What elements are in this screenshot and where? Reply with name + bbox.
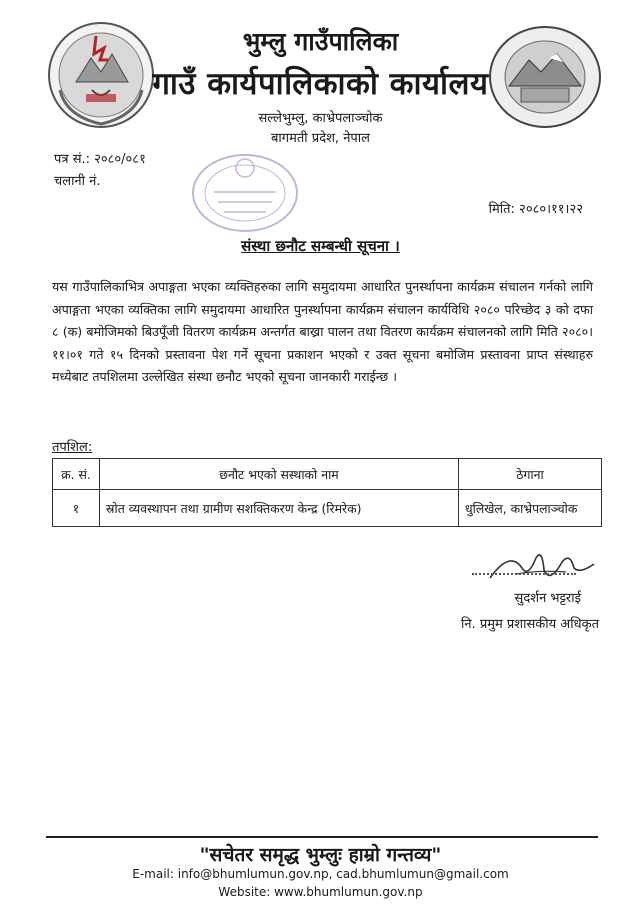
footer-motto: "सचेतर समृद्ध भुम्लुः हाम्रो गन्तव्य": [199, 844, 442, 866]
column-header-name: छनौट भएको सस्थाको नाम: [100, 459, 459, 490]
address-line-1: सल्लेभुम्लु, काभ्रेपलाञ्चोक: [258, 111, 383, 126]
letter-number: पत्र सं.: २०८०/०८१: [54, 152, 146, 167]
signatory-name: सुदर्शन भट्टराई: [514, 591, 581, 606]
office-stamp: [190, 150, 300, 236]
footer-email: E-mail: info@bhumlumun.gov.np, cad.bhumlumun@gmail.com: [132, 867, 509, 881]
notice-date: मिति: २०८०।११।२२: [488, 202, 583, 217]
org-name: भुम्लु गाउँपालिका: [242, 27, 399, 56]
footer-website: Website: www.bhumlumun.gov.np: [218, 885, 423, 899]
notice-subject: संस्था छनौट सम्बन्धी सूचना ।: [241, 237, 400, 255]
dispatch-number: चलानी नं.: [54, 174, 101, 189]
table-caption: तपशिल:: [52, 440, 93, 455]
column-header-serial: क्र. सं.: [53, 459, 100, 490]
selected-organizations-table: [52, 458, 602, 527]
cell-organization-name: स्रोत व्यवस्थापन तथा ग्रामीण सशक्तिकरण केन्द्र (रिमरेक): [100, 490, 459, 527]
signatory-title: नि. प्रमुम प्रशासकीय अधिकृत: [460, 617, 599, 632]
notice-body: यस गाउँपालिकाभित्र अपाङ्गता भएका व्यक्तिहरुका लागि समुदायमा आधारित पुनर्स्थापना कार्यक्रम संचालन गर्नको लागि अपाङ्गता भएका व्यक्तिका लागि समुदायमा आधारित पुनर्स्थापना कार्यक्रम संचालन कार्यविधि २०८० परिच्छेद ३ को दफा ८ (क) बमोजिमको बिउपूँजी वितरण कार्यक्रम अन्तर्गत बाख्रा पालन तथा वितरण कार्यक्रम संचालनको लागि मिति २०८०।११।०१ गते १५ दिनको प्रस्तावना पेश गर्ने सूचना प्रकाशन भएको र उक्त सूचना बमोजिम प्रस्तावना प्राप्त संस्थाहरु मध्येबाट तपशिलमा उल्लेखित संस्था छनौट भएको सूचना जानकारी गराईन्छ ।: [52, 279, 593, 385]
signature-line: [472, 573, 576, 575]
address-line-2: बागमती प्रदेश, नेपाल: [271, 131, 370, 146]
cell-serial: १: [53, 490, 100, 527]
column-header-address: ठेगाना: [459, 459, 602, 490]
footer-divider: [46, 836, 598, 838]
handwritten-signature: [470, 544, 600, 588]
table-row: [53, 490, 602, 527]
cell-address: धुलिखेल, काभ्रेपलाञ्चोक: [459, 490, 602, 527]
office-name: गाउँ कार्यपालिकाको कार्यालय: [152, 66, 489, 102]
table-header-row: [53, 459, 602, 490]
